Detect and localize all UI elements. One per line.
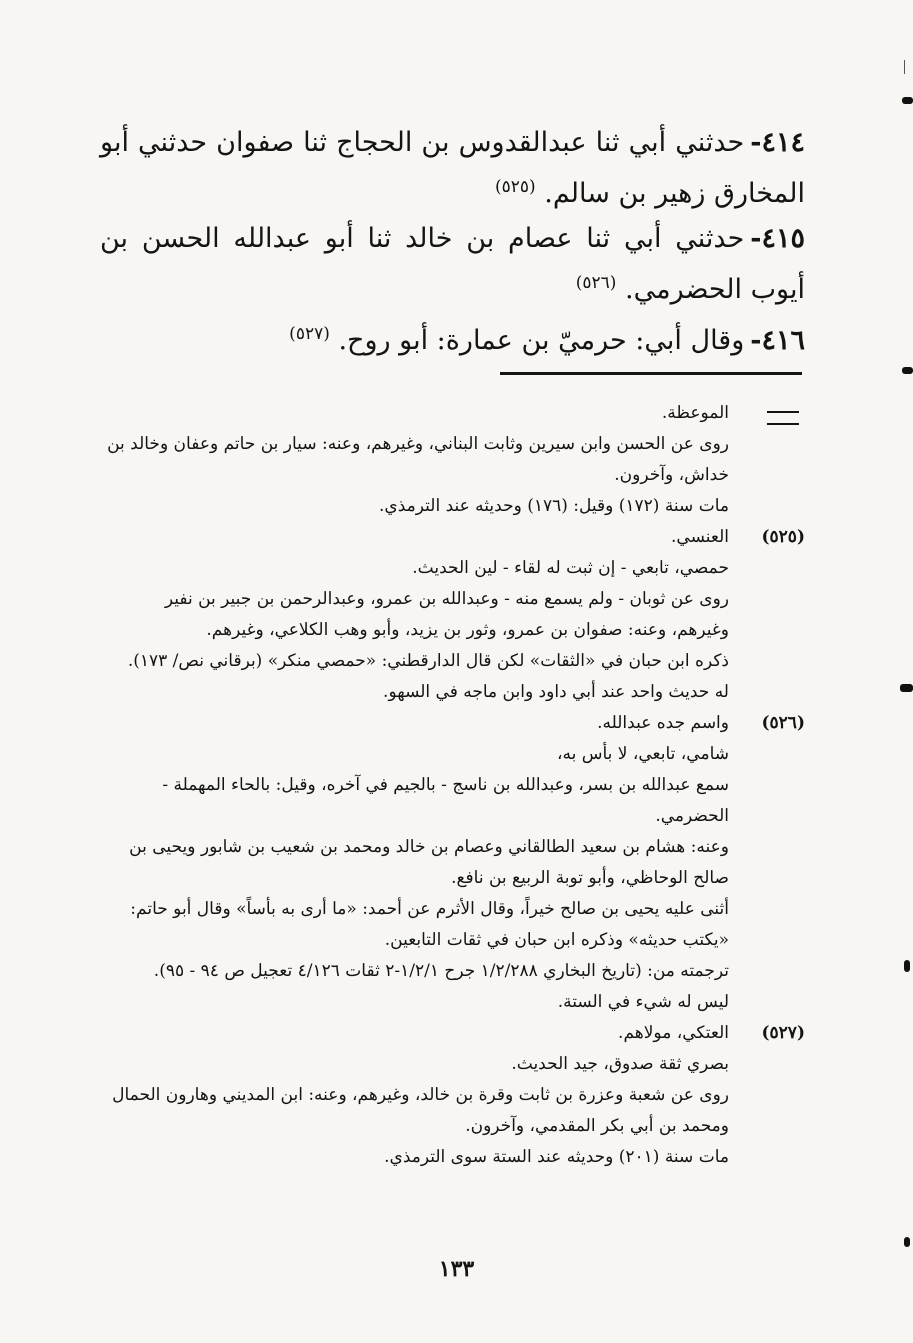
continuation-mark-icon (767, 411, 799, 425)
footnote-line: ليس له شيء في الستة. (557, 992, 729, 1012)
hadith-number: ٤١٥- (750, 223, 805, 254)
footnote-525 (104, 522, 805, 708)
hadith-text: حدثني أبي ثنا عصام بن خالد ثنا أبو عبدالله الحسن بن أيوب الحضرمي. (100, 223, 805, 305)
footnote-number: (٥٢٦) (761, 713, 805, 733)
footnote-line: له حديث واحد عند أبي داود وابن ماجه في السهو. (383, 682, 729, 702)
hadith-text-block (100, 120, 805, 363)
hadith-414 (100, 120, 805, 216)
hadith-number: ٤١٦- (750, 325, 805, 356)
footnote-number: (٥٢٧) (761, 1023, 805, 1043)
scan-edge-mark (904, 1237, 910, 1247)
hadith-text: وقال أبي: حرميّ بن عمارة: أبو روح. (338, 325, 745, 356)
page-number: ١٣٣ (438, 1256, 475, 1282)
footnote-526 (104, 708, 805, 1018)
footnote-line: مات سنة (٢٠١) وحديثه عند الستة سوى الترمذي. (384, 1147, 729, 1167)
hadith-number: ٤١٤- (750, 127, 805, 158)
footnote-line: مات سنة (١٧٢) وقيل: (١٧٦) وحديثه عند الترمذي. (379, 496, 729, 516)
footnote-527 (104, 1018, 805, 1173)
scan-edge-mark (902, 97, 913, 104)
footnote-line: أثنى عليه يحيى بن صالح خيراً، وقال الأثرم عن أحمد: «ما أرى به بأساً» وقال أبو حاتم: «يكتب حديثه» وذكره ابن حبان في ثقات التابعين. (130, 899, 729, 950)
footnote-divider (500, 372, 802, 375)
footnote-line: العنسي. (671, 527, 729, 547)
footnote-line: بصري ثقة صدوق، جيد الحديث. (511, 1054, 729, 1074)
footnote-line: شامي، تابعي، لا بأس به، (557, 744, 729, 764)
footnote-line: الموعظة. (661, 403, 729, 423)
scan-edge-mark (904, 60, 905, 74)
scan-edge-mark (900, 684, 913, 692)
footnotes-section (104, 398, 805, 1173)
footnote-number: (٥٢٥) (761, 527, 805, 547)
footnote-reference: (٥٢٥) (494, 177, 536, 197)
footnote-line: وعنه: هشام بن سعيد الطالقاني وعصام بن خالد ومحمد بن شعيب بن شابور ويحيى بن صالح الوحاظي، وأبو توبة الربيع بن نافع. (129, 837, 729, 888)
hadith-416 (100, 312, 805, 363)
footnote-line: واسم جده عبدالله. (597, 713, 729, 733)
footnote-line: روى عن الحسن وابن سيرين وثابت البناني، وغيرهم، وعنه: سيار بن حاتم وعفان وخالد بن خداش، وآخرون. (107, 434, 729, 485)
scan-edge-mark (902, 367, 913, 374)
footnote-line: ترجمته من: (تاريخ البخاري ١/٢/٢٨٨ جرح ١/٢/١-٢ ثقات ٤/١٢٦ تعجيل ص ٩٤ - ٩٥). (153, 961, 729, 981)
footnote-line: حمصي، تابعي - إن ثبت له لقاء - لين الحديث. (412, 558, 729, 578)
footnote-continued (104, 398, 805, 522)
hadith-415 (100, 216, 805, 312)
footnote-reference: (٥٢٦) (575, 273, 617, 293)
footnote-line: روى عن شعبة وعزرة بن ثابت وقرة بن خالد، وغيرهم، وعنه: ابن المديني وهارون الحمال ومحمد بن أبي بكر المقدمي، وآخرون. (112, 1085, 729, 1136)
footnote-reference: (٥٢٧) (289, 324, 330, 344)
hadith-text: حدثني أبي ثنا عبدالقدوس بن الحجاج ثنا صفوان حدثني أبو المخارق زهير بن سالم. (100, 127, 805, 209)
footnote-line: روى عن ثوبان - ولم يسمع منه - وعبدالله بن عمرو، وعبدالرحمن بن جبير بن نفير وغيرهم، وعنه: صفوان بن عمرو، وثور بن يزيد، وأبو وهب الكلاعي، وغيرهم. (164, 589, 729, 640)
footnote-line: سمع عبدالله بن بسر، وعبدالله بن ناسج - بالجيم في آخره، وقيل: بالحاء المهملة - الحضرمي. (162, 775, 729, 826)
footnote-line: ذكره ابن حبان في «الثقات» لكن قال الدارقطني: «حمصي منكر» (برقاني نص/ ١٧٣). (127, 651, 729, 671)
scan-edge-mark (904, 960, 910, 972)
footnote-line: العتكي، مولاهم. (618, 1023, 729, 1043)
